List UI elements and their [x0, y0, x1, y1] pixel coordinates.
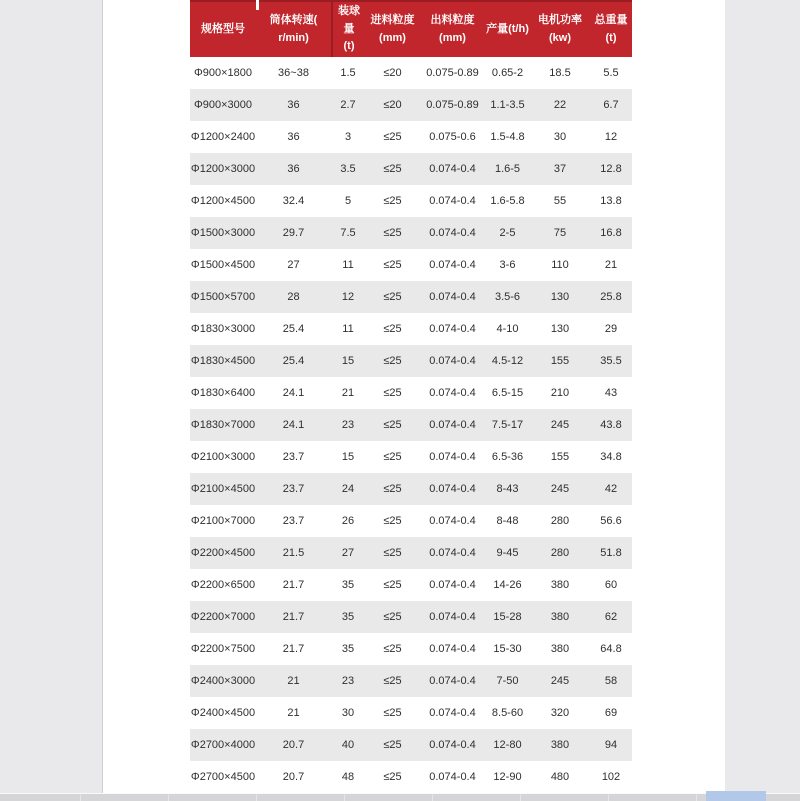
- table-cell: 20.7: [282, 739, 305, 751]
- table-cell: 23: [341, 675, 355, 687]
- table-cell: 0.075-0.89: [426, 99, 479, 111]
- table-cell: ≤25: [383, 611, 402, 623]
- table-cell: 36: [287, 131, 300, 143]
- table-cell: 155: [550, 451, 570, 463]
- bottom-bar-tick: [344, 795, 345, 801]
- table-row: [190, 153, 632, 185]
- table-cell: 16.8: [600, 227, 622, 239]
- table-cell: 1.5: [340, 67, 356, 79]
- table-cell: 130: [550, 291, 570, 303]
- table-cell: 0.074-0.4: [429, 387, 476, 399]
- bottom-bar-tick: [432, 795, 433, 801]
- table-cell: 0.074-0.4: [429, 259, 476, 271]
- table-cell: 23.7: [282, 483, 305, 495]
- table-cell: 35: [341, 643, 355, 655]
- table-cell: Φ2700×4500: [190, 771, 256, 783]
- table-row: [190, 441, 632, 473]
- bottom-bar-tick: [696, 795, 697, 801]
- table-cell: 1.6-5.8: [490, 195, 525, 207]
- column-header-label: 电机功率: [538, 13, 582, 26]
- table-cell: 60: [604, 579, 618, 591]
- table-cell: 30: [553, 131, 567, 143]
- table-cell: 18.5: [549, 67, 571, 79]
- bottom-bar-tick: [80, 795, 81, 801]
- table-cell: 12-90: [493, 771, 522, 783]
- table-cell: 0.074-0.4: [429, 675, 476, 687]
- table-row: [190, 217, 632, 249]
- table-cell: 37: [553, 163, 567, 175]
- table-cell: 21: [287, 675, 300, 687]
- column-header-label: 规格型号: [201, 22, 245, 35]
- table-cell: Φ2200×6500: [190, 579, 256, 591]
- table-cell: 43.8: [600, 419, 622, 431]
- bottom-bar-tick: [608, 795, 609, 801]
- table-cell: 34.8: [600, 451, 622, 463]
- table-cell: 27: [287, 259, 300, 271]
- table-header-row: [190, 0, 632, 57]
- table-cell: Φ2200×4500: [190, 547, 256, 559]
- table-cell: 12.8: [600, 163, 622, 175]
- table-cell: 29.7: [282, 227, 305, 239]
- table-cell: ≤25: [383, 771, 402, 783]
- table-row: [190, 697, 632, 729]
- table-cell: ≤25: [383, 643, 402, 655]
- table-cell: 24: [341, 483, 355, 495]
- table-cell: Φ2100×3000: [190, 451, 256, 463]
- table-cell: 94: [604, 739, 618, 751]
- table-row: [190, 729, 632, 761]
- table-cell: Φ2400×3000: [190, 675, 256, 687]
- table-cell: 280: [550, 547, 570, 559]
- table-cell: 23.7: [282, 451, 305, 463]
- table-cell: 0.074-0.4: [429, 451, 476, 463]
- table-cell: 23.7: [282, 515, 305, 527]
- table-row: [190, 473, 632, 505]
- table-row: [190, 57, 632, 89]
- column-header-4: [365, 2, 420, 57]
- table-cell: ≤25: [383, 483, 402, 495]
- table-cell: ≤20: [383, 67, 402, 79]
- table-cell: 35: [341, 579, 355, 591]
- table-cell: 25.4: [282, 355, 305, 367]
- table-row: [190, 121, 632, 153]
- table-cell: Φ1830×7000: [190, 419, 256, 431]
- table-cell: 26: [341, 515, 355, 527]
- table-cell: 0.65-2: [491, 67, 524, 79]
- table-cell: 8.5-60: [491, 707, 524, 719]
- table-cell: Φ1200×2400: [190, 131, 256, 143]
- table-cell: ≤25: [383, 291, 402, 303]
- table-cell: 0.074-0.4: [429, 227, 476, 239]
- table-cell: 12: [341, 291, 355, 303]
- table-row: [190, 537, 632, 569]
- table-cell: 0.075-0.89: [426, 67, 479, 79]
- bottom-bar-tick: [168, 795, 169, 801]
- table-cell: ≤25: [383, 451, 402, 463]
- table-cell: 6.5-36: [491, 451, 524, 463]
- table-cell: 11: [342, 259, 354, 271]
- table-cell: 12-80: [493, 739, 522, 751]
- table-cell: 36~38: [278, 67, 309, 79]
- table-cell: Φ2700×4000: [190, 739, 256, 751]
- table-cell: 15: [341, 451, 355, 463]
- table-row: [190, 281, 632, 313]
- table-cell: 23: [341, 419, 355, 431]
- table-cell: 42: [604, 483, 618, 495]
- table-cell: 130: [550, 323, 570, 335]
- table-cell: Φ1500×5700: [190, 291, 256, 303]
- table-cell: 56.6: [600, 515, 622, 527]
- table-cell: Φ1830×6400: [190, 387, 256, 399]
- table-cell: ≤25: [383, 579, 402, 591]
- table-cell: 0.074-0.4: [429, 419, 476, 431]
- table-cell: ≤25: [383, 227, 402, 239]
- table-cell: Φ1830×4500: [190, 355, 256, 367]
- table-cell: ≤25: [383, 163, 402, 175]
- table-cell: Φ2200×7500: [190, 643, 256, 655]
- table-cell: 0.074-0.4: [429, 579, 476, 591]
- table-cell: ≤25: [383, 195, 402, 207]
- bottom-bar-tick: [520, 795, 521, 801]
- table-cell: Φ900×1800: [193, 67, 253, 79]
- table-cell: 3-6: [499, 259, 516, 271]
- table-cell: ≤25: [383, 131, 402, 143]
- table-cell: 0.074-0.4: [429, 547, 476, 559]
- table-cell: Φ1200×4500: [190, 195, 256, 207]
- table-cell: 64.8: [600, 643, 622, 655]
- table-cell: ≤25: [383, 739, 402, 751]
- table-row: [190, 377, 632, 409]
- table-cell: 5.5: [603, 67, 619, 79]
- table-cell: 69: [604, 707, 618, 719]
- document-page: [103, 0, 725, 793]
- column-header-label: 进料粒度: [370, 13, 415, 26]
- table-cell: 62: [604, 611, 618, 623]
- table-cell: 27: [341, 547, 355, 559]
- table-row: [190, 409, 632, 441]
- table-cell: 3: [344, 131, 352, 143]
- table-cell: 15-30: [493, 643, 522, 655]
- column-header-label: 出料粒度: [430, 13, 475, 26]
- table-cell: ≤25: [383, 515, 402, 527]
- table-cell: 0.074-0.4: [429, 707, 476, 719]
- table-cell: Φ2200×7000: [190, 611, 256, 623]
- table-cell: 75: [553, 227, 567, 239]
- table-cell: ≤20: [383, 99, 402, 111]
- table-cell: 15-28: [493, 611, 522, 623]
- table-row: [190, 665, 632, 697]
- table-cell: 58: [604, 675, 618, 687]
- table-cell: 2.7: [340, 99, 356, 111]
- table-cell: 0.074-0.4: [429, 291, 476, 303]
- table-cell: 0.074-0.4: [429, 611, 476, 623]
- table-cell: 25.4: [282, 323, 305, 335]
- table-cell: 210: [550, 387, 570, 399]
- table-row: [190, 249, 632, 281]
- table-cell: 110: [551, 259, 569, 271]
- table-cell: 3.5: [340, 163, 356, 175]
- table-cell: 21: [287, 707, 300, 719]
- bottom-bar-tick: [256, 795, 257, 801]
- column-header-unit: (t): [343, 40, 355, 53]
- table-cell: 4-10: [496, 323, 519, 335]
- table-cell: 12: [604, 131, 618, 143]
- table-cell: Φ2400×4500: [190, 707, 256, 719]
- table-row: [190, 569, 632, 601]
- table-cell: 155: [550, 355, 570, 367]
- table-cell: ≤25: [383, 259, 402, 271]
- column-header-3: [331, 2, 365, 57]
- table-row: [190, 313, 632, 345]
- table-cell: 1.5-4.8: [490, 131, 525, 143]
- table-cell: 40: [341, 739, 355, 751]
- table-cell: 7-50: [496, 675, 519, 687]
- table-row: [190, 345, 632, 377]
- table-cell: 0.075-0.6: [429, 131, 476, 143]
- table-cell: 380: [550, 739, 570, 751]
- table-cell: 21: [341, 387, 355, 399]
- table-cell: 4.5-12: [491, 355, 524, 367]
- right-gutter: [725, 0, 800, 793]
- table-cell: 0.074-0.4: [429, 643, 476, 655]
- table-cell: 13.8: [600, 195, 622, 207]
- column-header-1: [190, 2, 256, 57]
- table-cell: 30: [341, 707, 355, 719]
- table-cell: 36: [287, 99, 300, 111]
- table-body: [190, 57, 632, 793]
- table-cell: 0.074-0.4: [429, 739, 476, 751]
- table-cell: Φ1500×4500: [190, 259, 256, 271]
- table-cell: Φ2100×7000: [190, 515, 256, 527]
- table-row: [190, 89, 632, 121]
- header-notch: [256, 0, 259, 10]
- column-header-7: [530, 2, 590, 57]
- table-cell: 245: [550, 675, 570, 687]
- table-cell: 32.4: [282, 195, 305, 207]
- table-cell: 43: [604, 387, 618, 399]
- table-cell: 0.074-0.4: [429, 323, 476, 335]
- table-cell: 29: [604, 323, 618, 335]
- column-header-unit: (mm): [439, 31, 466, 44]
- table-cell: 55: [553, 195, 567, 207]
- table-row: [190, 761, 632, 793]
- column-header-8: [590, 2, 632, 57]
- table-cell: ≤25: [383, 675, 402, 687]
- column-header-2: [256, 2, 331, 57]
- table-cell: 0.074-0.4: [429, 515, 476, 527]
- table-row: [190, 633, 632, 665]
- column-header-unit: (t): [605, 31, 617, 44]
- table-cell: 245: [550, 483, 570, 495]
- table-cell: 36: [287, 163, 300, 175]
- table-cell: 7.5-17: [491, 419, 524, 431]
- table-cell: 245: [550, 419, 570, 431]
- table-cell: 1.6-5: [494, 163, 521, 175]
- table-cell: 14-26: [493, 579, 522, 591]
- table-cell: 6.7: [603, 99, 619, 111]
- table-cell: Φ1200×3000: [190, 163, 256, 175]
- table-row: [190, 505, 632, 537]
- table-cell: 20.7: [282, 771, 305, 783]
- table-cell: 0.074-0.4: [429, 163, 476, 175]
- column-header-label: 装球量: [338, 5, 360, 35]
- table-cell: ≤25: [383, 419, 402, 431]
- column-header-label: 筒体转速( r/min): [269, 13, 318, 44]
- column-header-label: 总重量: [594, 13, 628, 26]
- column-header-6: [485, 2, 530, 57]
- table-cell: ≤25: [383, 707, 402, 719]
- table-cell: ≤25: [383, 387, 402, 399]
- table-cell: 22: [553, 99, 567, 111]
- table-cell: 0.074-0.4: [429, 355, 476, 367]
- table-cell: 21.7: [282, 643, 305, 655]
- column-header-5: [420, 2, 485, 57]
- table-cell: 102: [601, 771, 621, 783]
- table-cell: 15: [341, 355, 355, 367]
- table-cell: Φ2100×4500: [190, 483, 256, 495]
- table-cell: 280: [550, 515, 570, 527]
- table-cell: 380: [550, 643, 570, 655]
- table-cell: Φ900×3000: [193, 99, 253, 111]
- table-cell: Φ1500×3000: [190, 227, 256, 239]
- table-cell: ≤25: [383, 323, 402, 335]
- table-cell: 0.074-0.4: [429, 483, 476, 495]
- column-header-label: 产量(t/h): [486, 22, 529, 35]
- table-cell: 35: [341, 611, 355, 623]
- table-cell: 480: [550, 771, 570, 783]
- table-cell: 21.5: [282, 547, 305, 559]
- table-cell: 21: [604, 259, 618, 271]
- column-header-unit: (kw): [549, 31, 571, 44]
- table-cell: 24.1: [282, 387, 305, 399]
- table-cell: 28: [287, 291, 300, 303]
- table-cell: 48: [341, 771, 355, 783]
- left-gutter: [0, 0, 103, 793]
- table-cell: 7.5: [340, 227, 356, 239]
- table-cell: 8-43: [496, 483, 519, 495]
- table-cell: 9-45: [496, 547, 519, 559]
- table-cell: 380: [550, 579, 570, 591]
- column-header-unit: (mm): [379, 31, 406, 44]
- table-row: [190, 185, 632, 217]
- table-cell: 2-5: [499, 227, 516, 239]
- table-cell: 25.8: [600, 291, 622, 303]
- table-cell: 24.1: [282, 419, 305, 431]
- table-cell: 6.5-15: [491, 387, 524, 399]
- table-cell: 3.5-6: [494, 291, 521, 303]
- spec-table: [190, 0, 632, 793]
- table-cell: 8-48: [496, 515, 519, 527]
- table-cell: Φ1830×3000: [190, 323, 256, 335]
- table-cell: 21.7: [282, 611, 305, 623]
- table-cell: 21.7: [282, 579, 305, 591]
- table-row: [190, 601, 632, 633]
- table-cell: 320: [550, 707, 570, 719]
- table-cell: 11: [342, 323, 354, 335]
- table-cell: 380: [550, 611, 570, 623]
- table-cell: 5: [344, 195, 352, 207]
- table-cell: 51.8: [600, 547, 622, 559]
- table-cell: 0.074-0.4: [429, 771, 476, 783]
- table-cell: ≤25: [383, 355, 402, 367]
- table-cell: 35.5: [600, 355, 622, 367]
- table-cell: 0.074-0.4: [429, 195, 476, 207]
- table-cell: 1.1-3.5: [490, 99, 525, 111]
- table-cell: ≤25: [383, 547, 402, 559]
